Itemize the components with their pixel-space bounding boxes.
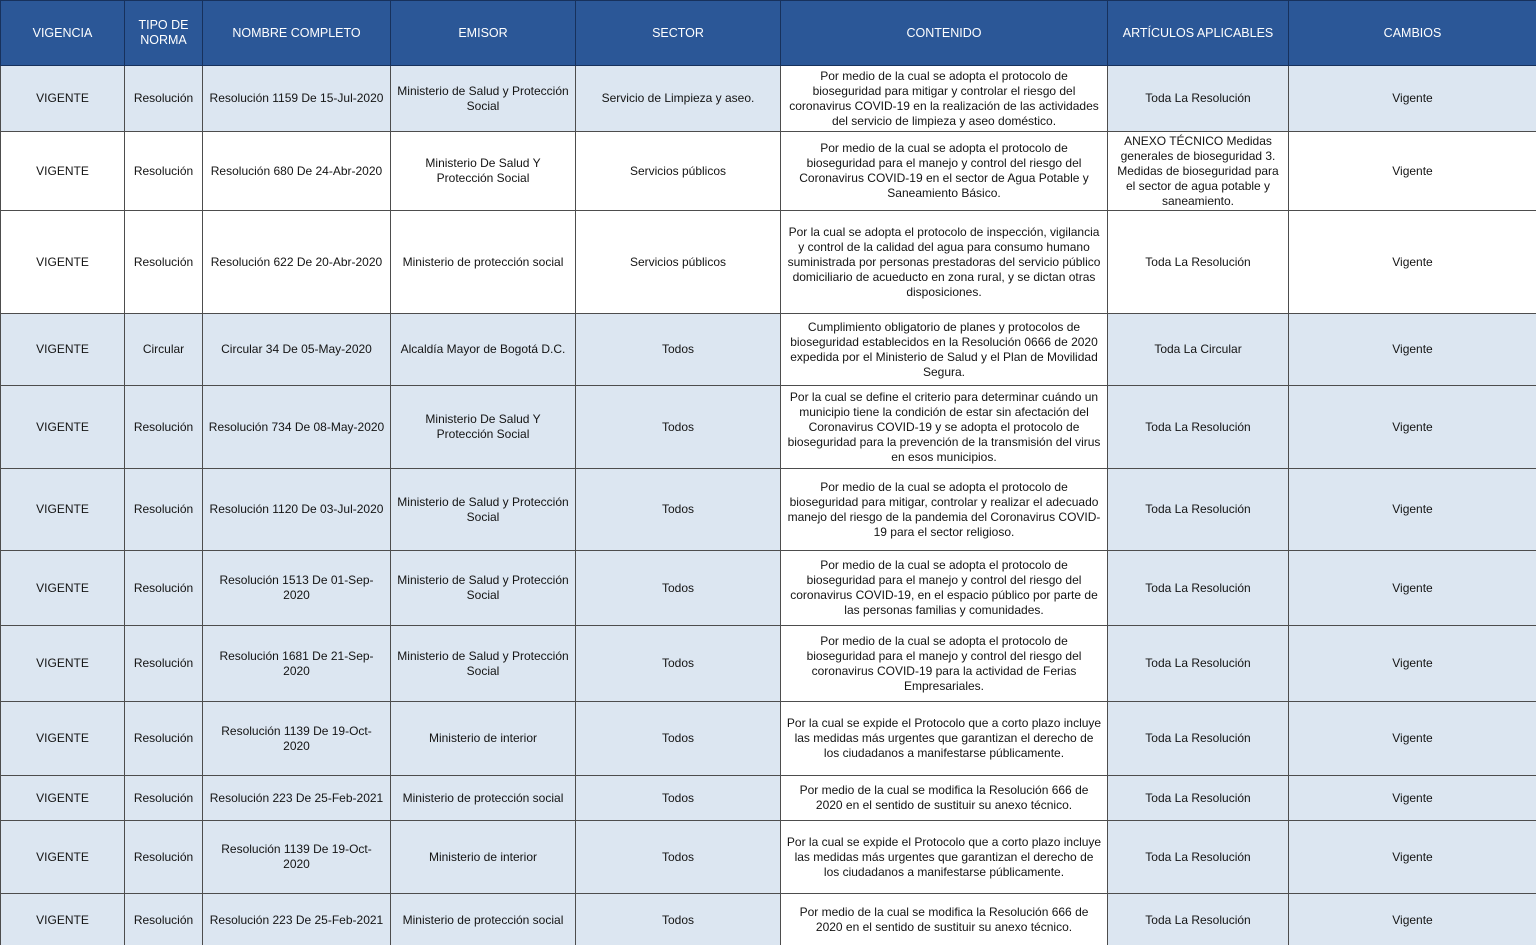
cell-nombre: Resolución 1159 De 15-Jul-2020 (203, 66, 391, 132)
table-row (1, 386, 1536, 469)
cell-sector: Servicios públicos (576, 211, 781, 314)
cell-emisor: Ministerio de interior (391, 702, 576, 776)
cell-articulos: Toda La Resolución (1108, 776, 1289, 821)
cell-sector: Servicio de Limpieza y aseo. (576, 66, 781, 132)
table-row (1, 314, 1536, 386)
table-row (1, 702, 1536, 776)
cell-vigencia: VIGENTE (1, 821, 125, 894)
cell-sector: Todos (576, 314, 781, 386)
table-row (1, 211, 1536, 314)
header-row (1, 1, 1536, 66)
cell-emisor: Ministerio de Salud y Protección Social (391, 626, 576, 702)
cell-tipo: Resolución (125, 211, 203, 314)
cell-emisor: Ministerio de interior (391, 821, 576, 894)
cell-tipo: Resolución (125, 386, 203, 469)
cell-tipo: Resolución (125, 66, 203, 132)
table-row (1, 821, 1536, 894)
cell-emisor: Ministerio de protección social (391, 211, 576, 314)
cell-articulos: Toda La Resolución (1108, 702, 1289, 776)
cell-emisor: Ministerio de Salud y Protección Social (391, 551, 576, 626)
col-header-nombre: NOMBRE COMPLETO (203, 1, 391, 66)
cell-vigencia: VIGENTE (1, 469, 125, 551)
cell-contenido: Por la cual se adopta el protocolo de inspección, vigilancia y control de la calidad del agua para consumo humano suministrada por personas prestadoras del servicio público domiciliario de acueducto en zona rural, y se dictan otras disposiciones. (781, 211, 1108, 314)
cell-articulos: Toda La Circular (1108, 314, 1289, 386)
cell-emisor: Ministerio De Salud Y Protección Social (391, 132, 576, 211)
cell-contenido: Por medio de la cual se adopta el protocolo de bioseguridad para el manejo y control del riesgo del coronavirus COVID-19 para la actividad de Ferias Empresariales. (781, 626, 1108, 702)
cell-sector: Todos (576, 894, 781, 945)
cell-cambios: Vigente (1289, 821, 1536, 894)
cell-sector: Todos (576, 551, 781, 626)
cell-vigencia: VIGENTE (1, 211, 125, 314)
cell-emisor: Ministerio de Salud y Protección Social (391, 66, 576, 132)
cell-articulos: Toda La Resolución (1108, 821, 1289, 894)
cell-cambios: Vigente (1289, 66, 1536, 132)
cell-vigencia: VIGENTE (1, 626, 125, 702)
cell-contenido: Por medio de la cual se modifica la Resolución 666 de 2020 en el sentido de sustituir su anexo técnico. (781, 894, 1108, 945)
cell-sector: Todos (576, 626, 781, 702)
cell-contenido: Por medio de la cual se adopta el protocolo de bioseguridad para el manejo y control del riesgo del coronavirus COVID-19, en el espacio público por parte de las personas familias y comunidades. (781, 551, 1108, 626)
cell-sector: Todos (576, 386, 781, 469)
cell-nombre: Resolución 680 De 24-Abr-2020 (203, 132, 391, 211)
cell-tipo: Resolución (125, 469, 203, 551)
table-row (1, 551, 1536, 626)
cell-cambios: Vigente (1289, 894, 1536, 945)
cell-cambios: Vigente (1289, 626, 1536, 702)
cell-cambios: Vigente (1289, 211, 1536, 314)
cell-articulos: ANEXO TÉCNICO Medidas generales de bioseguridad 3. Medidas de bioseguridad para el sector de agua potable y saneamiento. (1108, 132, 1289, 211)
cell-nombre: Resolución 1513 De 01-Sep-2020 (203, 551, 391, 626)
table-row (1, 66, 1536, 132)
cell-nombre: Resolución 223 De 25-Feb-2021 (203, 894, 391, 945)
cell-tipo: Resolución (125, 551, 203, 626)
cell-vigencia: VIGENTE (1, 702, 125, 776)
cell-nombre: Resolución 223 De 25-Feb-2021 (203, 776, 391, 821)
cell-articulos: Toda La Resolución (1108, 894, 1289, 945)
cell-tipo: Resolución (125, 626, 203, 702)
cell-sector: Todos (576, 776, 781, 821)
cell-articulos: Toda La Resolución (1108, 386, 1289, 469)
cell-cambios: Vigente (1289, 386, 1536, 469)
cell-contenido: Por la cual se expide el Protocolo que a corto plazo incluye las medidas más urgentes que garantizan el derecho de los ciudadanos a manifestarse públicamente. (781, 821, 1108, 894)
col-header-contenido: CONTENIDO (781, 1, 1108, 66)
cell-vigencia: VIGENTE (1, 132, 125, 211)
cell-tipo: Resolución (125, 821, 203, 894)
cell-emisor: Ministerio De Salud Y Protección Social (391, 386, 576, 469)
cell-cambios: Vigente (1289, 314, 1536, 386)
cell-emisor: Ministerio de protección social (391, 894, 576, 945)
cell-tipo: Resolución (125, 776, 203, 821)
table-body (1, 66, 1536, 945)
cell-cambios: Vigente (1289, 551, 1536, 626)
cell-nombre: Resolución 622 De 20-Abr-2020 (203, 211, 391, 314)
cell-vigencia: VIGENTE (1, 66, 125, 132)
cell-nombre: Resolución 1120 De 03-Jul-2020 (203, 469, 391, 551)
cell-vigencia: VIGENTE (1, 894, 125, 945)
cell-nombre: Resolución 1681 De 21-Sep-2020 (203, 626, 391, 702)
cell-articulos: Toda La Resolución (1108, 66, 1289, 132)
cell-cambios: Vigente (1289, 469, 1536, 551)
cell-contenido: Por medio de la cual se adopta el protocolo de bioseguridad para mitigar y controlar el riesgo del coronavirus COVID-19 en la realización de las actividades del servicio de limpieza y aseo doméstico. (781, 66, 1108, 132)
cell-articulos: Toda La Resolución (1108, 211, 1289, 314)
col-header-emisor: EMISOR (391, 1, 576, 66)
cell-emisor: Ministerio de Salud y Protección Social (391, 469, 576, 551)
cell-tipo: Resolución (125, 702, 203, 776)
col-header-sector: SECTOR (576, 1, 781, 66)
cell-contenido: Por medio de la cual se adopta el protocolo de bioseguridad para el manejo y control del riesgo del Coronavirus COVID-19 en el sector de Agua Potable y Saneamiento Básico. (781, 132, 1108, 211)
cell-vigencia: VIGENTE (1, 386, 125, 469)
table-row (1, 469, 1536, 551)
cell-contenido: Por medio de la cual se modifica la Resolución 666 de 2020 en el sentido de sustituir su anexo técnico. (781, 776, 1108, 821)
cell-vigencia: VIGENTE (1, 776, 125, 821)
cell-contenido: Por la cual se expide el Protocolo que a corto plazo incluye las medidas más urgentes que garantizan el derecho de los ciudadanos a manifestarse públicamente. (781, 702, 1108, 776)
cell-nombre: Resolución 734 De 08-May-2020 (203, 386, 391, 469)
col-header-articulos: ARTÍCULOS APLICABLES (1108, 1, 1289, 66)
cell-articulos: Toda La Resolución (1108, 626, 1289, 702)
cell-nombre: Resolución 1139 De 19-Oct-2020 (203, 821, 391, 894)
cell-cambios: Vigente (1289, 132, 1536, 211)
cell-cambios: Vigente (1289, 776, 1536, 821)
cell-contenido: Cumplimiento obligatorio de planes y protocolos de bioseguridad establecidos en la Resolución 0666 de 2020 expedida por el Ministerio de Salud y el Plan de Movilidad Segura. (781, 314, 1108, 386)
cell-sector: Todos (576, 702, 781, 776)
table-row (1, 626, 1536, 702)
cell-sector: Todos (576, 821, 781, 894)
cell-articulos: Toda La Resolución (1108, 469, 1289, 551)
table-row (1, 894, 1536, 945)
col-header-cambios: CAMBIOS (1289, 1, 1536, 66)
cell-vigencia: VIGENTE (1, 551, 125, 626)
table-row (1, 776, 1536, 821)
col-header-vigencia: VIGENCIA (1, 1, 125, 66)
cell-sector: Servicios públicos (576, 132, 781, 211)
cell-emisor: Ministerio de protección social (391, 776, 576, 821)
cell-tipo: Resolución (125, 132, 203, 211)
cell-emisor: Alcaldía Mayor de Bogotá D.C. (391, 314, 576, 386)
col-header-tipo: TIPO DE NORMA (125, 1, 203, 66)
cell-contenido: Por la cual se define el criterio para determinar cuándo un municipio tiene la condición de estar sin afectación del Coronavirus COVID-19 y se adopta el protocolo de bioseguridad para la prevención de la transmisión del virus en esos municipios. (781, 386, 1108, 469)
cell-vigencia: VIGENTE (1, 314, 125, 386)
cell-tipo: Resolución (125, 894, 203, 945)
cell-contenido: Por medio de la cual se adopta el protocolo de bioseguridad para mitigar, controlar y realizar el adecuado manejo del riesgo de la pandemia del Coronavirus COVID-19 para el sector religioso. (781, 469, 1108, 551)
cell-cambios: Vigente (1289, 702, 1536, 776)
cell-nombre: Circular 34 De 05-May-2020 (203, 314, 391, 386)
table-header (1, 1, 1536, 66)
cell-sector: Todos (576, 469, 781, 551)
cell-tipo: Circular (125, 314, 203, 386)
cell-nombre: Resolución 1139 De 19-Oct-2020 (203, 702, 391, 776)
table-row (1, 132, 1536, 211)
cell-articulos: Toda La Resolución (1108, 551, 1289, 626)
